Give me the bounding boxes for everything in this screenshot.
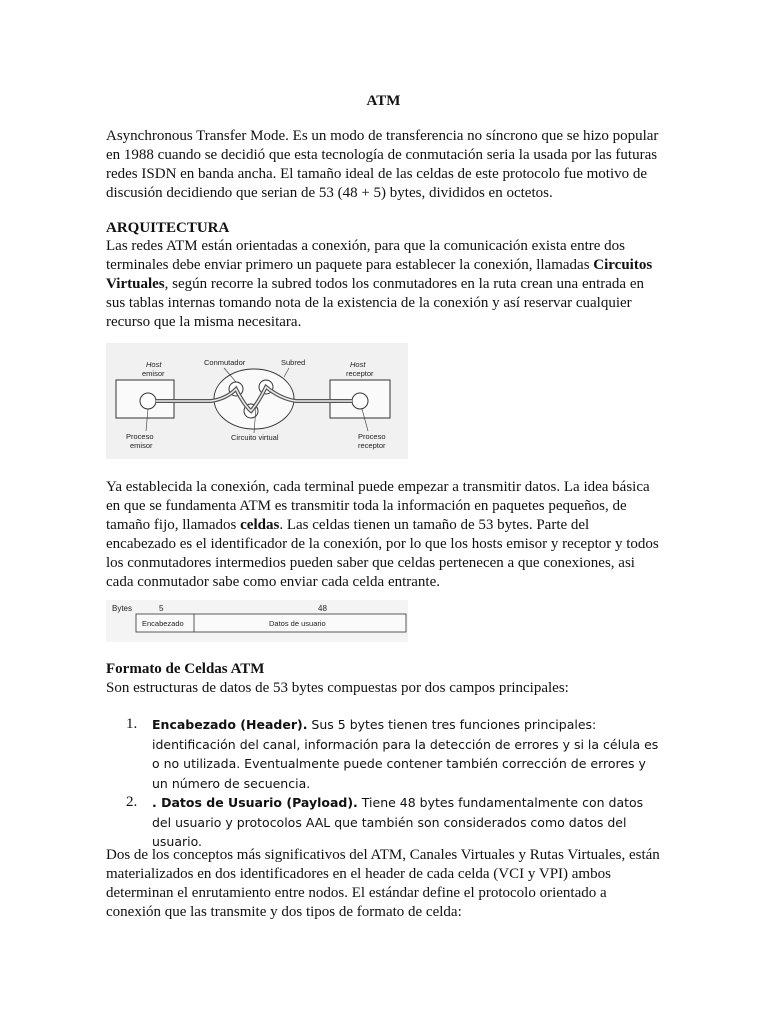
label-payload-size: 48 [318, 604, 327, 613]
list-item-bold: . Datos de Usuario (Payload). [152, 795, 358, 810]
label-host-left: Host [146, 360, 162, 369]
label-proc-left-sub: emisor [130, 441, 153, 450]
label-conmutador: Conmutador [204, 358, 246, 367]
label-proc-right: Proceso [358, 432, 386, 441]
celdas-paragraph [106, 478, 661, 592]
arquitectura-text-1: Las redes ATM están orientadas a conexión, para que la comunicación exista entre dos terminales debe enviar primero un paquete para establecer la conexión, llamadas [106, 238, 625, 273]
list-item-number: 1. [126, 716, 138, 732]
label-circuito: Circuito virtual [231, 433, 279, 442]
label-subred: Subred [281, 358, 306, 367]
page-title: ATM [366, 93, 401, 109]
label-proc-left: Proceso [126, 432, 154, 441]
arquitectura-text-2: , según recorre la subred todos los conmutadores en la ruta crean una entrada en sus tablas internas tomando nota de la existencia de la conexión y así reservar cualquier recurso que la misma necesitara. [106, 276, 645, 330]
label-host-left-sub: emisor [142, 369, 165, 378]
label-header-size: 5 [159, 604, 164, 613]
list-item-number: 2. [126, 794, 138, 810]
section-heading-arquitectura: ARQUITECTURA [106, 220, 230, 236]
formato-intro: Son estructuras de datos de 53 bytes compuestas por dos campos principales: [106, 680, 569, 696]
intro-paragraph: Asynchronous Transfer Mode. Es un modo de transferencia no síncrono que se hizo popular en 1988 cuando se decidió que esta tecnología de conmutación seria la usada por las futuras redes ISDN en banda ancha. El tamaño ideal de las celdas de este protocolo fue motivo de discusión decidiendo que serian de 53 (48 + 5) bytes, divididos en octetos. [106, 128, 659, 201]
label-proc-right-sub: receptor [358, 441, 386, 450]
label-datos-usuario: Datos de usuario [269, 619, 326, 628]
label-encabezado: Encabezado [142, 619, 184, 628]
list-item [106, 715, 661, 793]
label-host-right: Host [350, 360, 366, 369]
section-heading-formato: Formato de Celdas ATM [106, 661, 265, 677]
final-paragraph: Dos de los conceptos más significativos del ATM, Canales Virtuales y Rutas Virtuales, están materializados en dos identificadores en el header de cada celda (VCI y VPI) ambos determinan el enrutamiento entre nodos. El estándar define el protocolo orientado a conexión que las transmite y dos tipos de formato de celda: [106, 847, 660, 920]
label-host-right-sub: receptor [346, 369, 374, 378]
virtual-circuit-diagram [106, 343, 408, 464]
arquitectura-paragraph [106, 237, 661, 332]
list-item-text: Tiene 48 bytes fundamentalmente con datos del usuario y protocolos AAL que también son considerados como datos del usuario. [152, 795, 644, 849]
cell-format-diagram [106, 600, 408, 647]
cell-fields-list [106, 715, 661, 852]
arquitectura-bold: Circuitos Virtuales [106, 257, 653, 292]
celdas-text-1: Ya establecida la conexión, cada terminal puede empezar a transmitir datos. La idea básica en que se fundamenta ATM es transmitir toda la información en paquetes pequeños, de tamaño fijo, llamados [106, 479, 650, 533]
list-item-text: Sus 5 bytes tienen tres funciones principales: identificación del canal, información para la detección de errores y si la célula es o no utilizada. Eventualmente puede contener también corrección de errores y un número de secuencia. [152, 717, 659, 791]
celdas-bold: celdas [240, 517, 280, 533]
label-bytes: Bytes [112, 604, 133, 613]
list-item [106, 793, 661, 852]
list-item-bold: Encabezado (Header). [152, 717, 308, 732]
celdas-text-2: . Las celdas tienen un tamaño de 53 bytes. Parte del encabezado es el identificador de la conexión, por lo que los hosts emisor y receptor y todos los conmutadores intermedios pueden saber que celdas pertenecen a que conexiones, asi cada conmutador sabe como enviar cada celda entrante. [106, 517, 659, 590]
